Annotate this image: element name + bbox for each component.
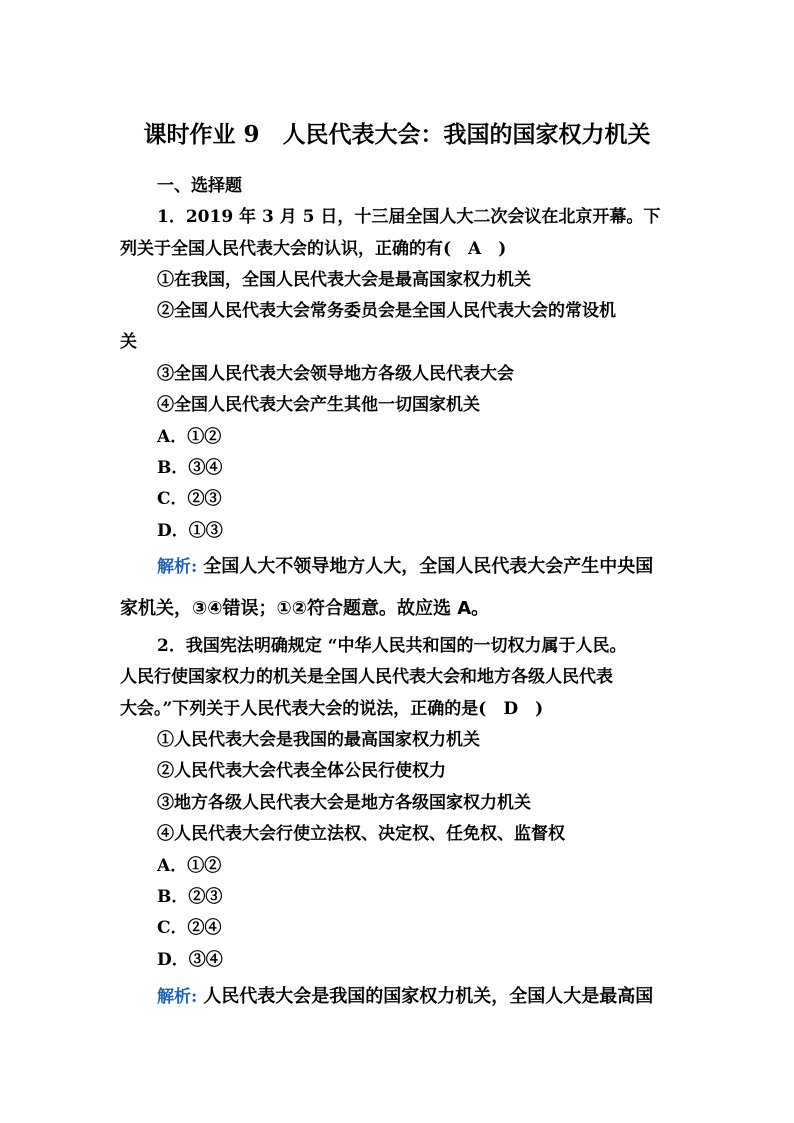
q1-statement-1: ①在我国，全国人民代表大会是最高国家权力机关 (157, 270, 531, 290)
q2-stem-line-2: 人民行使国家权力的机关是全国人民代表大会和地方各级人民代表 (120, 667, 613, 687)
q1-option-b: B．③④ (157, 458, 223, 478)
q2-option-a: A．①② (157, 856, 222, 876)
q2-analysis-text-1: 人民代表大会是我国的国家权力机关，全国人大是最高国 (203, 986, 654, 1007)
q2-option-b: B．②③ (157, 887, 223, 907)
q2-analysis-line-1 (157, 982, 653, 1012)
page-title: 课时作业 9 人民代表大会：我国的国家权力机关 (143, 121, 651, 148)
q2-statement-3: ③地方各级人民代表大会是地方各级国家权力机关 (157, 793, 531, 813)
q1-option-c: C．②③ (157, 489, 222, 509)
q2-option-d: D．③④ (157, 950, 223, 970)
q1-analysis-label: 解析: (157, 557, 198, 577)
q1-stem-line-1: 1．2019 年 3 月 5 日，十三届全国人大二次会议在北京开幕。下 (157, 207, 661, 227)
q1-statement-2-line-1: ②全国人民代表大会常务委员会是全国人民代表大会的常设机 (157, 301, 616, 321)
q2-option-c: C．②④ (157, 918, 222, 938)
q1-statement-4: ④全国人民代表大会产生其他一切国家机关 (157, 395, 480, 415)
q1-analysis-line-2: 家机关，③④错误；①②符合题意。故应选 A。 (120, 598, 490, 619)
q2-stem-line-1: 2．我国宪法明确规定 “中华人民共和国的一切权力属于人民。 (157, 636, 627, 656)
q1-analysis-text-1: 全国人大不领导地方人大，全国人民代表大会产生中央国 (203, 556, 654, 577)
q1-option-d: D．①③ (157, 521, 223, 541)
q1-option-a: A．①② (157, 427, 222, 447)
section-heading: 一、选择题 (157, 176, 242, 196)
q1-statement-2-line-2: 关 (120, 332, 137, 352)
q1-stem-line-2: 列关于全国人民代表大会的认识，正确的有( A ) (120, 239, 507, 259)
q2-analysis-label: 解析: (157, 987, 198, 1007)
q2-stem-line-3: 大会。”下列关于人民代表大会的说法，正确的是( D ) (120, 699, 544, 719)
q1-statement-3: ③全国人民代表大会领导地方各级人民代表大会 (157, 364, 514, 384)
q2-statement-4: ④人民代表大会行使立法权、决定权、任免权、监督权 (157, 824, 565, 844)
q2-statement-1: ①人民代表大会是我国的最高国家权力机关 (157, 730, 480, 750)
q1-analysis-line-1 (157, 552, 653, 582)
q2-statement-2: ②人民代表大会代表全体公民行使权力 (157, 761, 446, 781)
